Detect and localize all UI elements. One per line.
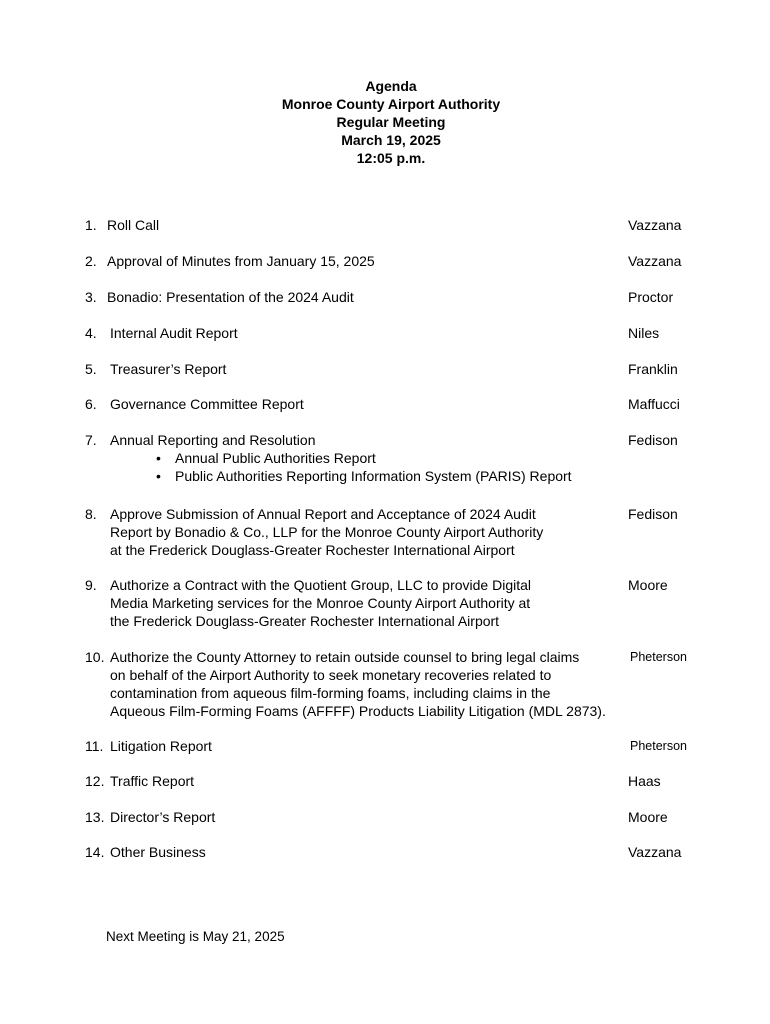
item-line: Aqueous Film-Forming Foams (AFFFF) Products Liability Litigation (MDL 2873). bbox=[110, 703, 606, 719]
meeting-time: 12:05 p.m. bbox=[356, 150, 426, 166]
item-line: Approve Submission of Annual Report and Acceptance of 2024 Audit bbox=[110, 506, 536, 522]
next-meeting-note: Next Meeting is May 21, 2025 bbox=[106, 929, 285, 944]
item-line: Media Marketing services for the Monroe County Airport Authority at bbox=[110, 595, 531, 611]
bullet-icon: • bbox=[156, 450, 161, 466]
item-presenter: Vazzana bbox=[628, 253, 682, 269]
organization-name: Monroe County Airport Authority bbox=[281, 96, 501, 112]
item-text bbox=[110, 737, 212, 755]
item-text bbox=[110, 576, 531, 630]
bullet-item bbox=[110, 449, 572, 467]
item-number: 14. bbox=[85, 844, 105, 860]
item-text bbox=[110, 843, 206, 861]
item-presenter: Maffucci bbox=[628, 396, 680, 412]
item-line: Internal Audit Report bbox=[110, 325, 238, 341]
item-line: Approval of Minutes from January 15, 2025 bbox=[107, 253, 375, 269]
item-number: 8. bbox=[85, 506, 97, 522]
meeting-type: Regular Meeting bbox=[336, 114, 446, 130]
agenda-header bbox=[0, 77, 770, 167]
item-presenter: Niles bbox=[628, 325, 660, 341]
item-number: 4. bbox=[85, 325, 97, 341]
item-presenter: Fedison bbox=[628, 506, 678, 522]
item-line: contamination from aqueous film-forming foams, including claims in the bbox=[110, 685, 551, 701]
item-presenter: Pheterson bbox=[630, 650, 687, 664]
item-line: Traffic Report bbox=[110, 773, 195, 789]
item-number: 13. bbox=[85, 809, 105, 825]
item-text bbox=[110, 360, 226, 378]
item-number: 2. bbox=[85, 253, 97, 269]
item-line: Roll Call bbox=[107, 217, 160, 233]
item-number: 6. bbox=[85, 396, 97, 412]
item-line: Director’s Report bbox=[110, 809, 216, 825]
item-text bbox=[110, 395, 304, 413]
item-line: Treasurer’s Report bbox=[110, 361, 227, 377]
item-line: Report by Bonadio & Co., LLP for the Monroe County Airport Authority bbox=[110, 524, 544, 540]
item-presenter: Vazzana bbox=[628, 844, 682, 860]
item-presenter: Proctor bbox=[628, 289, 674, 305]
item-text bbox=[107, 252, 375, 270]
item-line: Authorize the County Attorney to retain outside counsel to bring legal claims bbox=[110, 649, 580, 665]
item-number: 9. bbox=[85, 577, 97, 593]
item-line: Other Business bbox=[110, 844, 206, 860]
item-line: Governance Committee Report bbox=[110, 396, 304, 412]
item-line: the Frederick Douglass-Greater Rochester International Airport bbox=[110, 613, 500, 629]
item-presenter: Fedison bbox=[628, 432, 678, 448]
item-number: 11. bbox=[85, 738, 104, 754]
item-text bbox=[107, 216, 159, 234]
item-presenter: Moore bbox=[628, 809, 668, 825]
item-text bbox=[110, 772, 194, 790]
item-number: 5. bbox=[85, 361, 97, 377]
item-presenter: Moore bbox=[628, 577, 668, 593]
item-presenter: Haas bbox=[628, 773, 661, 789]
item-line: Bonadio: Presentation of the 2024 Audit bbox=[107, 289, 354, 305]
bullet-item bbox=[110, 467, 572, 485]
item-text bbox=[110, 324, 238, 342]
item-line: Authorize a Contract with the Quotient Group, LLC to provide Digital bbox=[110, 577, 531, 593]
item-bullet-list bbox=[110, 449, 572, 485]
item-line: at the Frederick Douglass-Greater Rochester International Airport bbox=[110, 542, 515, 558]
item-text bbox=[107, 288, 354, 306]
item-number: 10. bbox=[85, 649, 105, 665]
bullet-text: Annual Public Authorities Report bbox=[175, 450, 376, 466]
item-presenter: Vazzana bbox=[628, 217, 682, 233]
meeting-date: March 19, 2025 bbox=[341, 132, 441, 148]
item-number: 1. bbox=[85, 217, 97, 233]
item-line: Litigation Report bbox=[110, 738, 212, 754]
agenda-title: Agenda bbox=[365, 78, 417, 94]
item-number: 12. bbox=[85, 773, 105, 789]
item-presenter: Pheterson bbox=[630, 739, 687, 753]
item-number: 7. bbox=[85, 432, 97, 448]
item-presenter: Franklin bbox=[628, 361, 678, 377]
item-text bbox=[110, 431, 572, 485]
item-text bbox=[110, 808, 215, 826]
item-line: on behalf of the Airport Authority to seek monetary recoveries related to bbox=[110, 667, 552, 683]
item-number: 3. bbox=[85, 289, 97, 305]
item-text bbox=[110, 505, 543, 559]
item-line: Annual Reporting and Resolution bbox=[110, 432, 316, 448]
item-text bbox=[110, 648, 606, 720]
bullet-text: Public Authorities Reporting Information System (PARIS) Report bbox=[175, 468, 572, 484]
bullet-icon: • bbox=[156, 468, 161, 484]
